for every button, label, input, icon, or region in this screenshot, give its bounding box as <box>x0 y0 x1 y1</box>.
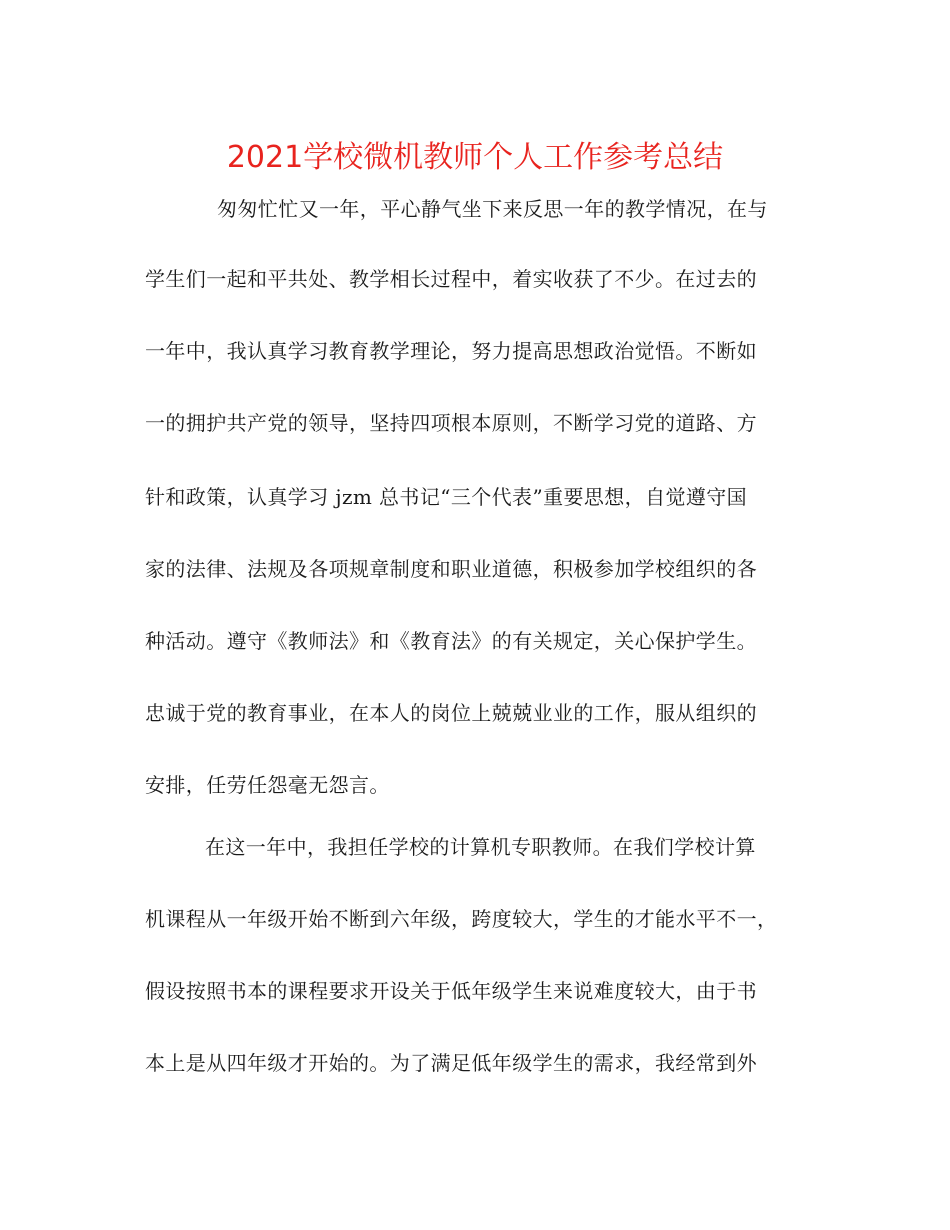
paragraph-line: 假设按照书本的课程要求开设关于低年级学生来说难度较大，由于书 <box>145 979 757 1003</box>
paragraph-line: 机课程从一年级开始不断到六年级，跨度较大，学生的才能水平不一， <box>145 907 778 931</box>
paragraph-line: 针和政策，认真学习 jzm 总书记“三个代表”重要思想，自觉遵守国 <box>145 485 748 509</box>
paragraph-line: 忠诚于党的教育事业，在本人的岗位上兢兢业业的工作，服从组织的 <box>145 701 757 725</box>
document-title: 2021学校微机教师个人工作参考总结 <box>226 140 724 175</box>
paragraph-line: 学生们一起和平共处、教学相长过程中，着实收获了不少。在过去的 <box>145 267 757 291</box>
paragraph-line: 一的拥护共产党的领导，坚持四项根本原则，不断学习党的道路、方 <box>145 411 757 435</box>
paragraph-line: 种活动。遵守《教师法》和《教育法》的有关规定，关心保护学生。 <box>145 629 757 653</box>
paragraph-line: 一年中，我认真学习教育教学理论，努力提高思想政治觉悟。不断如 <box>145 339 757 363</box>
paragraph-line: 家的法律、法规及各项规章制度和职业道德，积极参加学校组织的各 <box>145 557 757 581</box>
paragraph-line: 在这一年中，我担任学校的计算机专职教师。在我们学校计算 <box>205 835 756 859</box>
paragraph-line: 安排，任劳任怨毫无怨言。 <box>145 773 390 797</box>
paragraph-line: 匆匆忙忙又一年，平心静气坐下来反思一年的教学情况，在与 <box>217 197 768 221</box>
paragraph-line: 本上是从四年级才开始的。为了满足低年级学生的需求，我经常到外 <box>145 1051 757 1075</box>
